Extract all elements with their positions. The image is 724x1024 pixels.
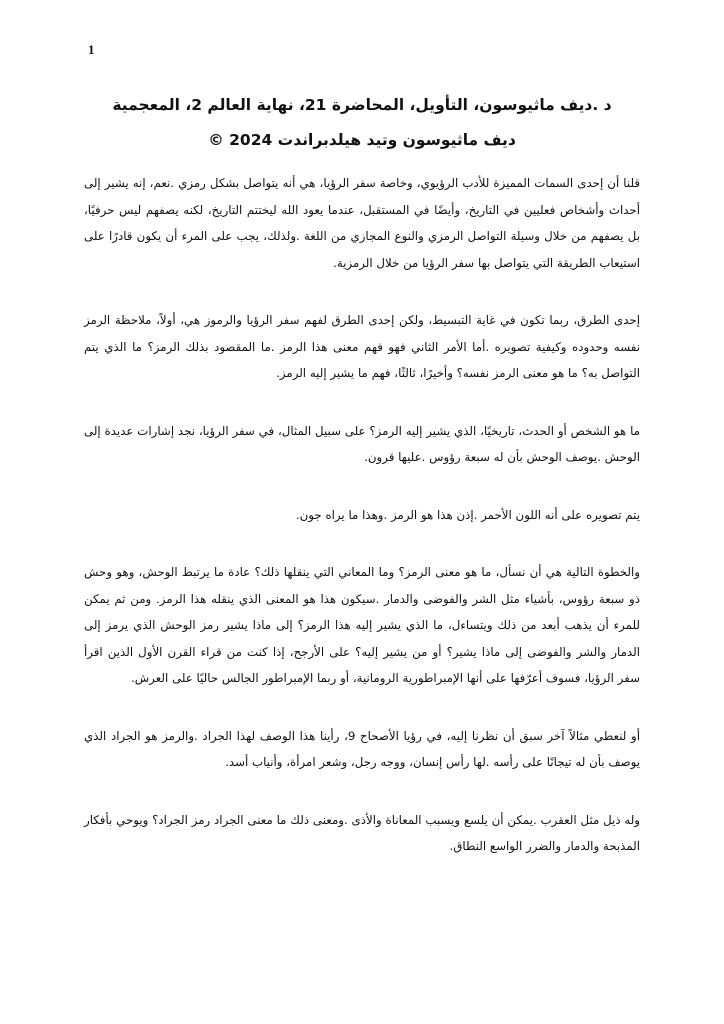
page-number: 1 <box>88 42 95 57</box>
paragraph: والخطوة التالية هي أن نسأل، ما هو معنى الرمز؟ وما المعاني التي ينقلها ذلك؟ عادة ما يرتبط الوحش، وهو وحش ذو سبعة رؤوس، بأشياء مثل الشر والفوضى والدمار .سيكون هذا هو المعنى الذي ينقله هذا الرمز. ومن ثم يمكن للمرء أن يذهب أبعد من ذلك ويتساءل، ما الذي يشير إليه هذا الرمز؟ إلى ماذا يشير رمز الوحش الذي يرمز إلى الدمار والشر والفوضى إلى ماذا يشير؟ أو من يشير إليه؟ على الأرجح، إذا كنت من قراء القرن الأول الذين اقرأ سفر الرؤيا، فسوف أعرّفها على أنها الإمبراطورية الرومانية، أو ربما الإمبراطور الجالس حاليًا على العرش. <box>84 565 640 685</box>
title-line-1: د .ديف ماثيوسون، التأويل، المحاضرة 21، نهاية العالم 2، المعجمية <box>112 96 612 114</box>
title-line-2: ديف ماثيوسون وتيد هيلدبراندت 2024 © <box>208 131 516 149</box>
document-body <box>84 170 640 891</box>
paragraph: ما هو الشخص أو الحدث، تاريخيًا، الذي يشير إليه الرمز؟ على سبيل المثال، في سفر الرؤيا، نجد إشارات عديدة إلى الوحش .يوصف الوحش بأن له سبعة رؤوس .عليها قرون. <box>84 423 640 464</box>
paragraph: إحدى الطرق، ربما تكون في غاية التبسيط، ولكن إحدى الطرق لفهم سفر الرؤيا والرموز هي، أولاً، ملاحظة الرمز نفسه وحدوده وكيفية تصويره .أما الأمر الثاني فهو فهم معنى هذا الرمز .ما المقصود بذلك الرمز؟ ما الذي يتم التواصل به؟ ما هو معنى الرمز نفسه؟ وأخيرًا، ثالثًا، فهم ما يشير إليه الرمز. <box>84 313 640 380</box>
document-title <box>80 88 644 158</box>
paragraph: يتم تصويره على أنه اللون الأحمر .إذن هذا هو الرمز .وهذا ما يراه جون. <box>295 507 640 522</box>
paragraph: أو لنعطي مثالاً آخر سبق أن نظرنا إليه، في رؤيا الأصحاح 9، رأينا هذا الوصف لهذا الجراد .والرمز هو الجراد الذي يوصف بأن له تيجانًا على رأسه .لها رأس إنسان، ووجه رجل، وشعر امرأة، وأنياب أسد. <box>84 728 640 769</box>
paragraph: وله ذيل مثل العقرب .يمكن أن يلسع ويسبب المعاناة والأذى .ومعنى ذلك ما معنى الجراد رمز الجراد؟ ويوحي بأفكار المذبحة والدمار والضرر الواسع النطاق. <box>84 812 640 853</box>
paragraph: قلنا أن إحدى السمات المميزة للأدب الرؤيوي، وخاصة سفر الرؤيا، هي أنه يتواصل بشكل رمزي .نعم، إنه يشير إلى أحداث وأشخاص فعليين في التاريخ، وأيضًا في المستقبل، عندما يعود الله ليختتم التاريخ، لكنه يصفهم ليس حرفيًا، بل يصفهم من خلال وسيلة التواصل الرمزي والنوع المجازي من اللغة .ولذلك، يجب على المرء أن يكون قادرًا على استيعاب الطريقة التي يتواصل بها سفر الرؤيا من خلال الرمزية. <box>84 176 640 270</box>
